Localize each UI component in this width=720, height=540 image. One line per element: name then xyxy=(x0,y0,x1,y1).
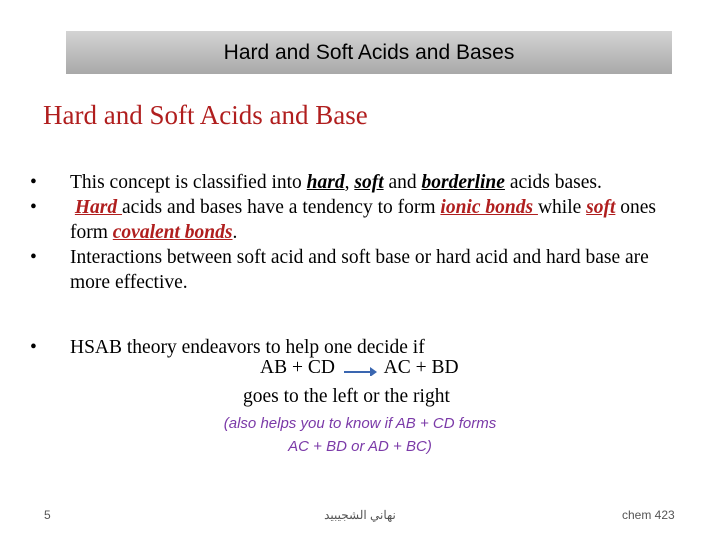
bullet-list xyxy=(30,170,690,360)
title-banner xyxy=(66,31,672,74)
term-ionic-bonds: ionic bonds xyxy=(440,197,538,218)
footer-author: نهاني الشجيبيد xyxy=(324,508,396,522)
term-hard: hard xyxy=(306,172,345,193)
page-number: 5 xyxy=(44,508,51,522)
equation-caption: goes to the left or the right xyxy=(243,386,450,407)
slide-heading: Hard and Soft Acids and Base xyxy=(43,100,368,130)
term-borderline: borderline xyxy=(421,172,505,193)
bullet-dot-icon: • xyxy=(30,247,37,268)
term-soft: soft xyxy=(354,172,384,193)
term-hard-red: Hard xyxy=(74,197,123,218)
bullet-item: • Hard acids and bases have a tendency to form ionic bonds while soft ones form covalent bonds. xyxy=(30,197,657,243)
note-line-2: AC + BD or AD + BC) xyxy=(288,438,432,455)
reaction-equation xyxy=(260,357,459,379)
note-line-1: (also helps you to know if AB + CD forms xyxy=(223,415,497,432)
footer-course: chem 423 xyxy=(622,508,675,522)
bullet-item: • This concept is classified into hard, soft and borderline acids bases. xyxy=(30,172,602,193)
bullet-dot-icon: • xyxy=(30,172,37,193)
equation-right: AC + BD xyxy=(383,357,459,378)
bullet-item: • Interactions between soft acid and soft base or hard acid and hard base are more effective. xyxy=(30,247,649,293)
bullet-item: • HSAB theory endeavors to help one decide if xyxy=(30,337,425,358)
term-covalent-bonds: covalent bonds xyxy=(112,222,233,243)
bullet-dot-icon: • xyxy=(30,197,37,218)
term-soft-red: soft xyxy=(586,197,616,218)
banner-title: Hard and Soft Acids and Bases xyxy=(223,40,515,64)
equation-left: AB + CD xyxy=(260,357,335,378)
bullet-dot-icon: • xyxy=(30,337,37,358)
right-arrow-icon xyxy=(340,362,380,376)
